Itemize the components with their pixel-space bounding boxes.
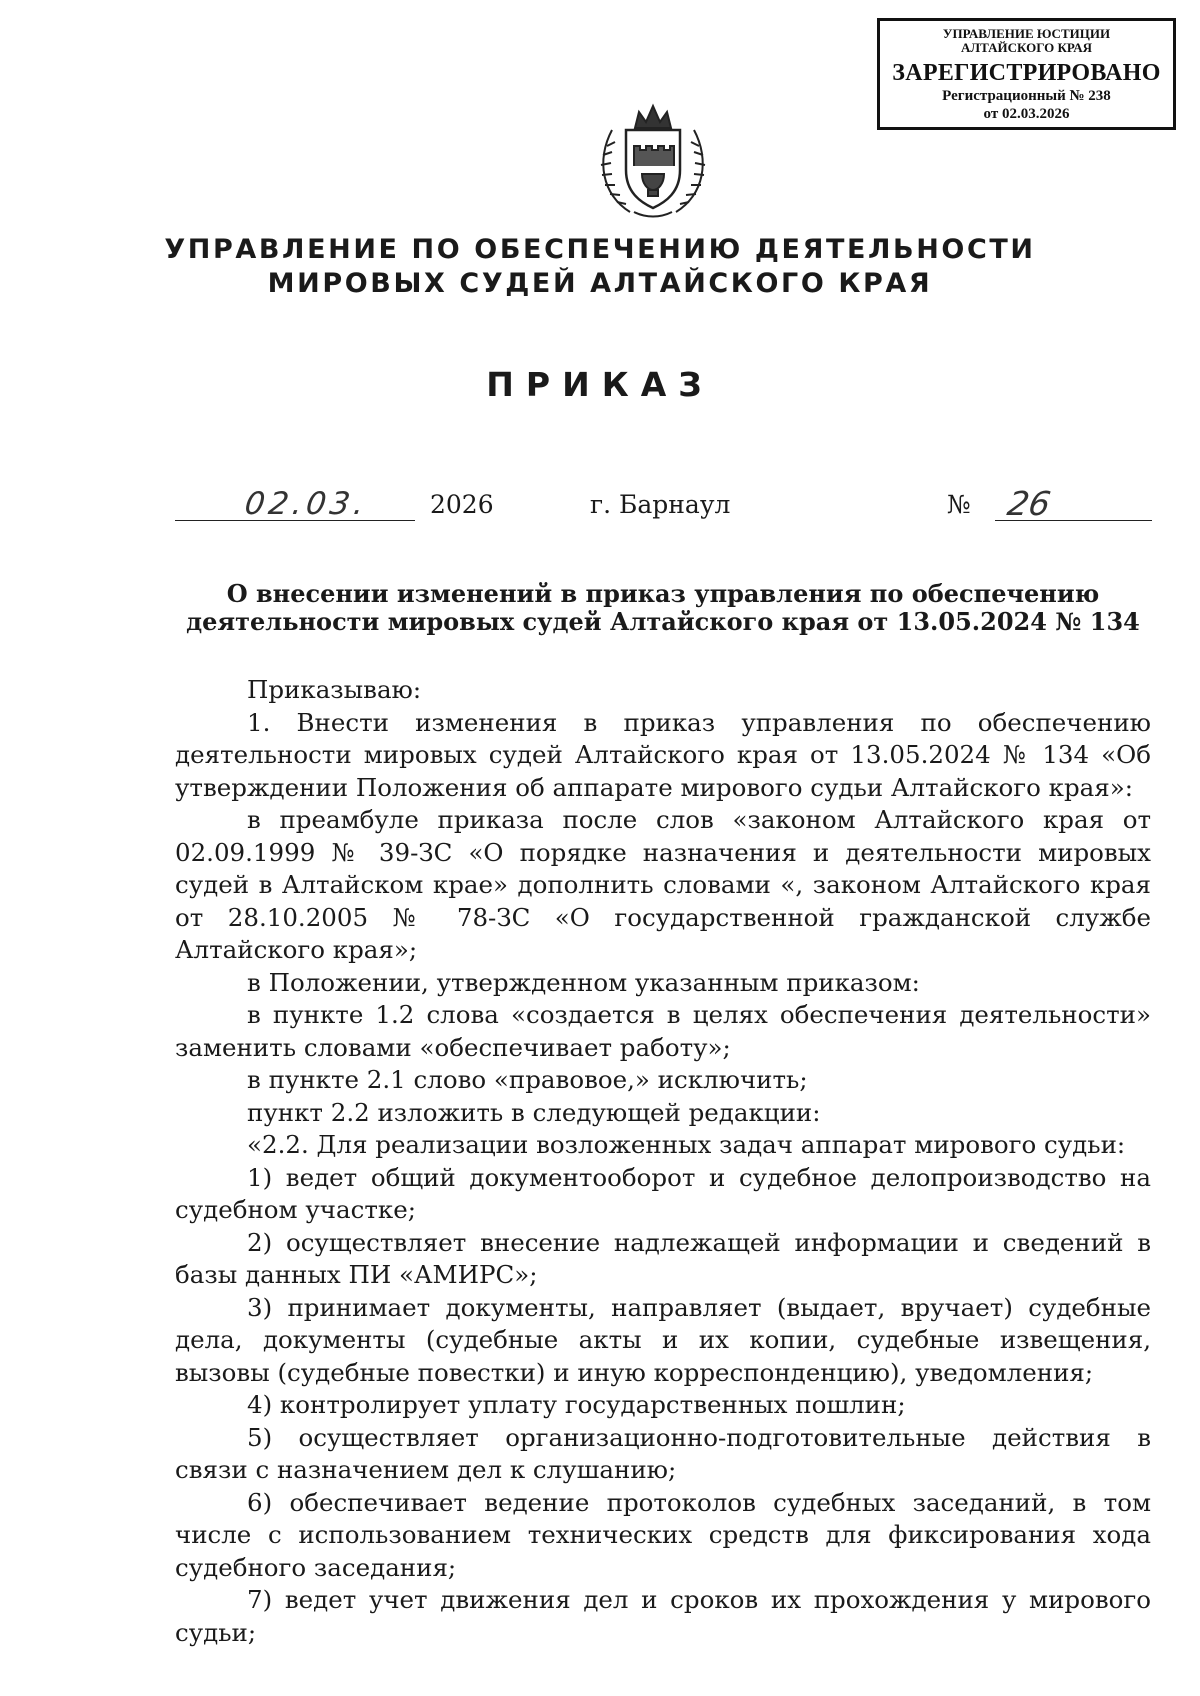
- date-year: 2026: [430, 490, 494, 519]
- body-paragraph: в преамбуле приказа после слов «законом Алтайского края от 02.09.1999 № 39-ЗС «О порядке назначения и деятельности мировых судей в Алтайском крае» дополнить словами «, законом Алтайского края от 28.10.2005 № 78-ЗС «О государственной гражданской службе Алтайского края»;: [175, 805, 1151, 964]
- stamp-date: от 02.03.2026: [983, 106, 1070, 122]
- body-paragraph: в Положении, утвержденном указанным приказом:: [247, 967, 920, 997]
- body-paragraph: в пункте 2.1 слово «правовое,» исключить;: [247, 1065, 808, 1094]
- stamp-status: ЗАРЕГИСТРИРОВАНО: [892, 60, 1161, 86]
- body-paragraph: 1) ведет общий документооборот и судебное делопроизводство на судебном участке;: [175, 1162, 1151, 1224]
- handwritten-date: 02.03.: [242, 486, 371, 522]
- order-subject-line-2: деятельности мировых судей Алтайского края от 13.05.2024 № 134: [186, 607, 1140, 636]
- registration-stamp: [877, 18, 1176, 130]
- body-paragraph: «2.2. Для реализации возложенных задач аппарат мирового судьи:: [247, 1130, 1126, 1159]
- city-name: г. Барнаул: [590, 490, 731, 519]
- stamp-registration-number: Регистрационный № 238: [942, 88, 1111, 104]
- body-paragraph: в пункте 1.2 слова «создается в целях обеспечения деятельности» заменить словами «обеспечивает работу»;: [175, 1000, 1151, 1062]
- body-paragraph: 3) принимает документы, направляет (выдает, вручает) судебные дела, документы (судебные акты и их копии, судебные извещения, вызовы (судебные повестки) и иную корреспонденцию), уведомления;: [175, 1292, 1151, 1387]
- body-paragraph: 1. Внести изменения в приказ управления по обеспечению деятельности мировых судей Алтайского края от 13.05.2024 № 134 «Об утверждении Положения об аппарате мирового судьи Алтайского края»:: [175, 707, 1151, 802]
- body-paragraph: 4) контролирует уплату государственных пошлин;: [247, 1390, 906, 1419]
- organization-title-line-1: УПРАВЛЕНИЕ ПО ОБЕСПЕЧЕНИЮ ДЕЯТЕЛЬНОСТИ: [164, 234, 1036, 265]
- order-body: [175, 674, 1151, 1649]
- body-paragraph: 7) ведет учет движения дел и сроков их прохождения у мирового судьи;: [175, 1585, 1151, 1647]
- number-sign: №: [947, 490, 971, 519]
- body-paragraph: пункт 2.2 изложить в следующей редакции:: [247, 1097, 821, 1127]
- altai-krai-coat-of-arms-icon: [590, 100, 716, 222]
- body-paragraph: 5) осуществляет организационно-подготовительные действия в связи с назначением дел к слушанию;: [175, 1422, 1151, 1484]
- body-paragraph: 6) обеспечивает ведение протоколов судебных заседаний, в том числе с использованием технических средств для фиксирования хода судебного заседания;: [175, 1487, 1151, 1582]
- body-paragraph: Приказываю:: [247, 675, 422, 704]
- organization-title: [0, 233, 1200, 301]
- order-subject: [175, 580, 1151, 636]
- handwritten-order-number: 26: [1004, 484, 1054, 523]
- stamp-organization: УПРАВЛЕНИЕ ЮСТИЦИИ АЛТАЙСКОГО КРАЯ: [942, 26, 1111, 55]
- document-type-title: ПРИКАЗ: [486, 365, 714, 404]
- order-subject-line-1: О внесении изменений в приказ управления по обеспечению: [226, 579, 1100, 608]
- organization-title-line-2: МИРОВЫХ СУДЕЙ АЛТАЙСКОГО КРАЯ: [267, 268, 933, 299]
- body-paragraph: 2) осуществляет внесение надлежащей информации и сведений в базы данных ПИ «АМИРС»;: [175, 1227, 1151, 1289]
